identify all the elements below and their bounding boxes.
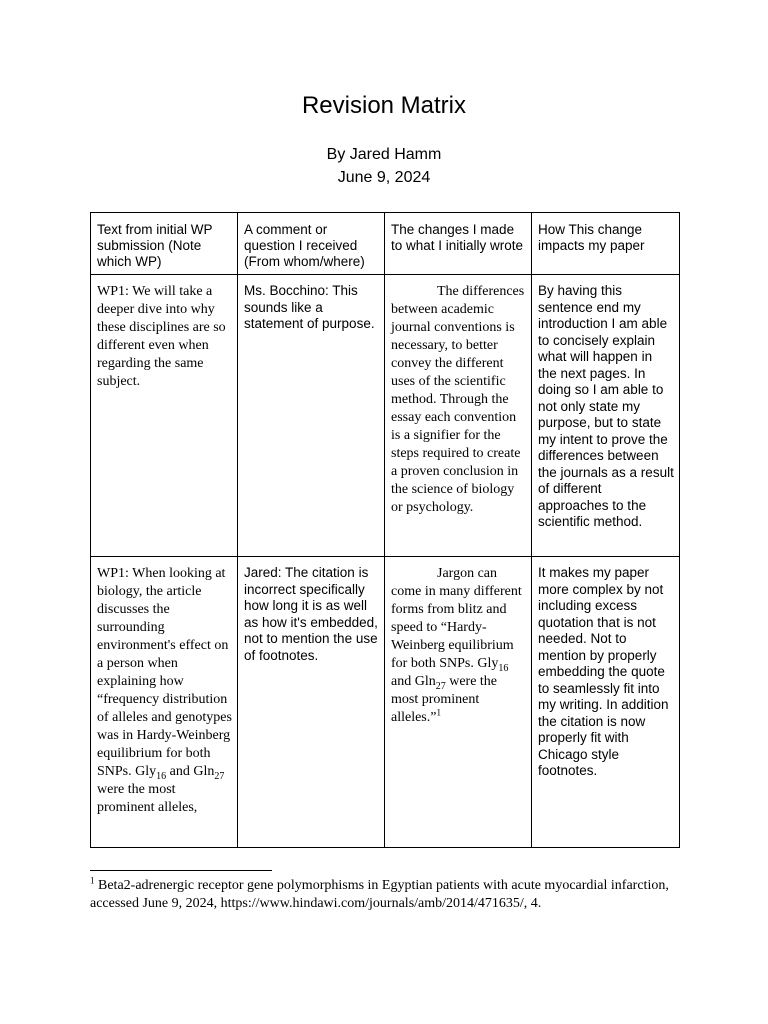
header-initial-text: Text from initial WP submission (Note which WP) [91,213,238,275]
document-title: Revision Matrix [301,92,467,119]
header-impact: How This change impacts my paper [532,213,680,275]
change-first-word: The [437,284,459,299]
footnote-separator [90,870,272,871]
cell-impact: By having this sentence end my introduction I am able to concisely explain what will happen in the next pages. In doing so I am able to not only state my purpose, but to state my intent to prove the differences between the journals as a result of different approaches to the scientific method. [532,275,680,557]
subscript: 27 [435,680,446,692]
initial-text-b: and Gln [166,764,215,779]
change-text-a: come in many different forms from blitz and speed to “Hardy-Weinberg equilibrium for both SNPs. Gly [391,584,522,671]
author-byline: By Jared Hamm [326,146,442,163]
subscript: 27 [214,770,225,782]
initial-text-a: WP1: When looking at biology, the article discusses the surrounding environment's effect on a person when explaining how “frequency distribution of alleles and genotypes was in Hardy-Weinberg equilibrium for both SNPs. Gly [97,566,232,779]
header-comment: A comment or question I received (From whom/where) [238,213,385,275]
table-row [91,275,680,557]
cell-comment: Ms. Bocchino: This sounds like a statement of purpose. [238,275,385,557]
subscript: 16 [156,770,167,782]
table-row [91,557,680,848]
cell-initial-text: WP1: We will take a deeper dive into why these disciplines are so different even when regarding the same subject. [91,275,238,557]
cell-initial-text [91,557,238,848]
footnote-reference: 1 [436,707,441,718]
change-text: differences between academic journal conventions is necessary, to better convey the different uses of the scientific method. Through the essay each convention is a signifier for the steps required to create a proven conclusion in the science of biology or psychology. [391,284,525,515]
revision-matrix-table [90,212,680,848]
header-changes: The changes I made to what I initially wrote [385,213,532,275]
footnote [90,877,690,913]
cell-changes [385,557,532,848]
cell-comment: Jared: The citation is incorrect specifically how long it is as well as how it's embedded, not to mention the use of footnotes. [238,557,385,848]
footnote-text: Beta2-adrenergic receptor gene polymorphisms in Egyptian patients with acute myocardial infarction, accessed June 9, 2024, https://www.hindawi.com/journals/amb/2014/471635/, 4. [90,878,669,911]
footnote-marker: 1 [90,875,95,886]
table-header-row [91,213,680,275]
change-first-word: Jargon can [437,566,497,581]
document-date: June 9, 2024 [337,169,431,186]
initial-text-c: were the most prominent alleles, [97,782,198,815]
subscript: 16 [498,662,509,674]
change-text-c: were the most prominent alleles.” [391,674,498,725]
cell-changes [385,275,532,557]
change-text-b: and Gln [391,674,436,689]
cell-impact: It makes my paper more complex by not including excess quotation that is not needed. Not to mention by properly embedding the quote to seamlessly fit into my writing. In addition the citation is now properly fit with Chicago style footnotes. [532,557,680,848]
